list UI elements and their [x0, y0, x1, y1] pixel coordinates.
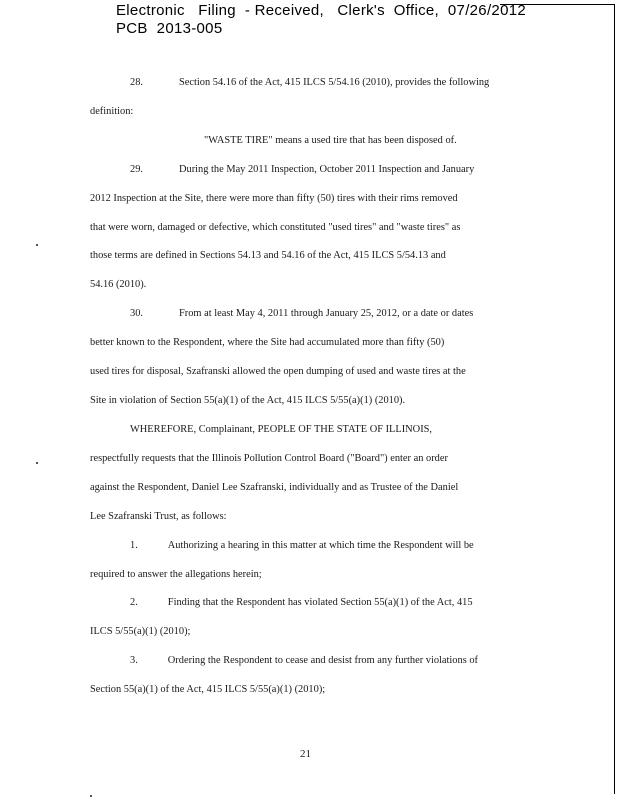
page-number: 21: [300, 748, 311, 760]
wherefore-line-1: WHEREFORE, Complainant, PEOPLE OF THE STATE OF ILLINOIS,: [130, 424, 433, 435]
paragraph-30-line-2: better known to the Respondent, where the Site had accumulated more than fifty (50): [90, 337, 445, 348]
scan-speck: [36, 462, 38, 464]
paragraph-28-line-2: definition:: [90, 106, 134, 117]
paragraph-30-line-1: 30. From at least May 4, 2011 through January 25, 2012, or a date or dates: [130, 308, 474, 319]
filing-stamp-line-1: Electronic Filing - Received, Clerk's Office, 07/26/2012: [116, 2, 526, 19]
page-border-right: [614, 4, 615, 794]
relief-item-3-line-1: 3. Ordering the Respondent to cease and desist from any further violations of: [130, 655, 478, 666]
relief-item-1-line-1: 1. Authorizing a hearing in this matter at which time the Respondent will be: [130, 540, 474, 551]
paragraph-29-line-5: 54.16 (2010).: [90, 279, 147, 290]
relief-item-3-number: 3.: [130, 655, 138, 666]
relief-item-1-line-2: required to answer the allegations herein;: [90, 569, 262, 580]
relief-item-2-line-1: 2. Finding that the Respondent has violated Section 55(a)(1) of the Act, 415: [130, 597, 473, 608]
wherefore-line-4: Lee Szafranski Trust, as follows:: [90, 511, 227, 522]
paragraph-30-line-4: Site in violation of Section 55(a)(1) of the Act, 415 ILCS 5/55(a)(1) (2010).: [90, 395, 406, 406]
relief-item-1-number: 1.: [130, 540, 138, 551]
paragraph-29-line-1: 29. During the May 2011 Inspection, October 2011 Inspection and January: [130, 164, 475, 175]
scan-speck: [36, 244, 38, 246]
paragraph-29-line-3: that were worn, damaged or defective, which constituted "used tires" and "waste tires" as: [90, 222, 461, 233]
wherefore-line-2: respectfully requests that the Illinois Pollution Control Board ("Board") enter an order: [90, 453, 448, 464]
relief-item-3-line-2: Section 55(a)(1) of the Act, 415 ILCS 5/55(a)(1) (2010);: [90, 684, 326, 695]
paragraph-29-line-4: those terms are defined in Sections 54.13 and 54.16 of the Act, 415 ILCS 5/54.13 and: [90, 250, 446, 261]
waste-tire-definition: "WASTE TIRE" means a used tire that has been disposed of.: [204, 135, 457, 146]
paragraph-28-number: 28.: [130, 77, 143, 88]
relief-item-2-line-2: ILCS 5/55(a)(1) (2010);: [90, 626, 191, 637]
paragraph-30-number: 30.: [130, 308, 143, 319]
paragraph-29-line-2: 2012 Inspection at the Site, there were more than fifty (50) tires with their rims removed: [90, 193, 458, 204]
filing-stamp-case-number: PCB 2013-005: [116, 20, 223, 37]
scan-speck: [90, 795, 92, 797]
relief-item-2-number: 2.: [130, 597, 138, 608]
wherefore-line-3: against the Respondent, Daniel Lee Szafranski, individually and as Trustee of the Daniel: [90, 482, 459, 493]
paragraph-28-line-1: 28. Section 54.16 of the Act, 415 ILCS 5/54.16 (2010), provides the following: [130, 77, 490, 88]
paragraph-30-line-3: used tires for disposal, Szafranski allowed the open dumping of used and waste tires at the: [90, 366, 466, 377]
paragraph-29-number: 29.: [130, 164, 143, 175]
